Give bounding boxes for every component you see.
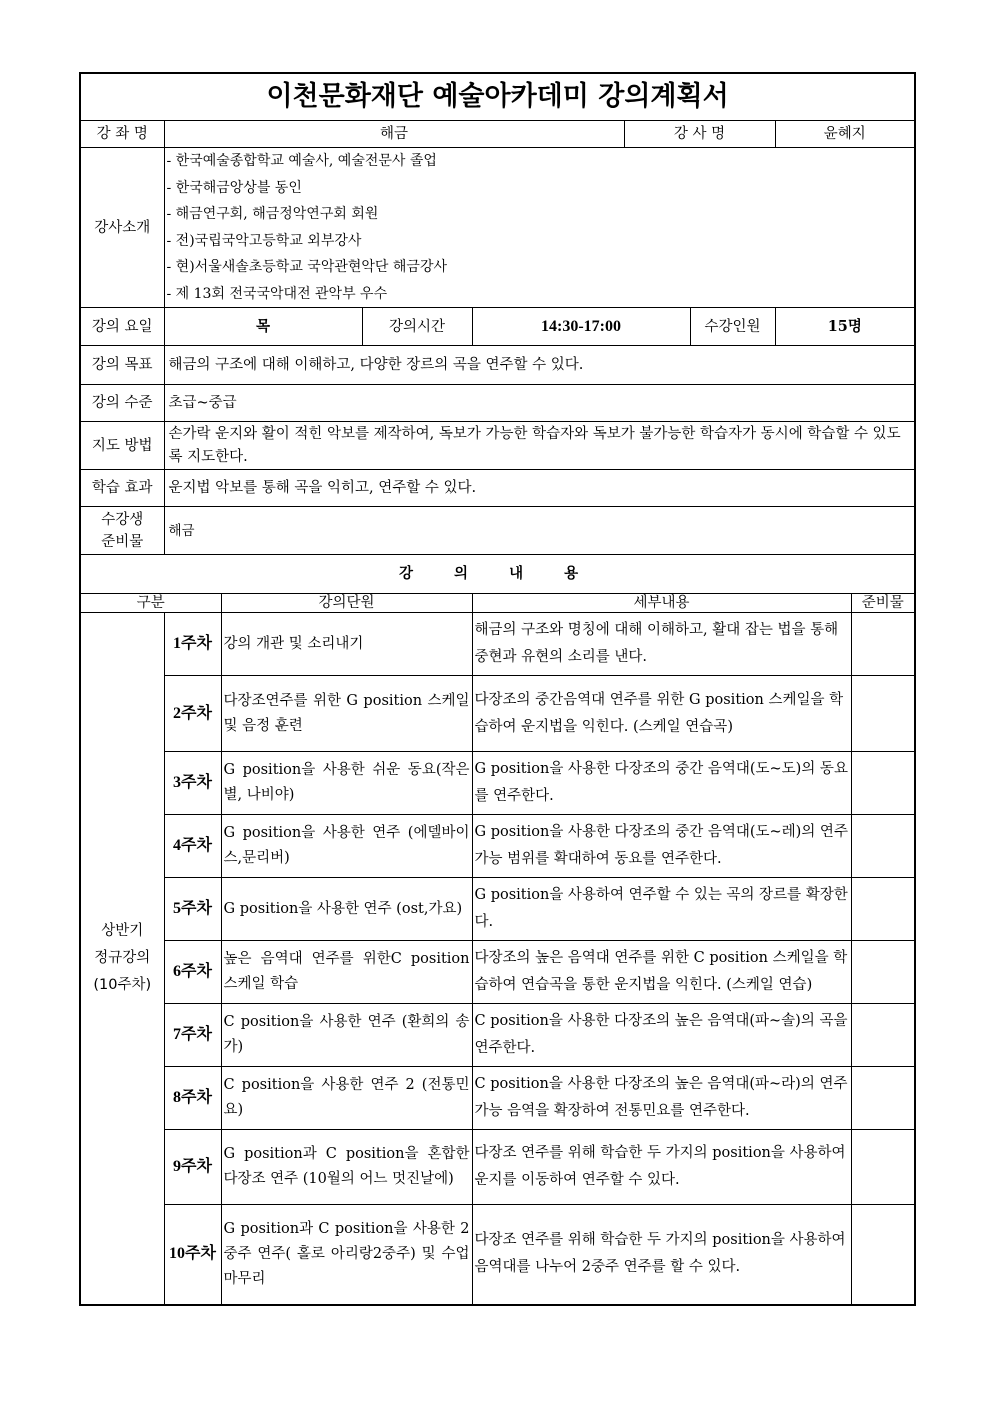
week-detail: G position을 사용한 다장조의 중간 음역대(도~도)의 동요를 연주한다. [472, 752, 851, 815]
instructor-label: 강 사 명 [624, 121, 775, 148]
bio-item: - 제 13회 전국국악대전 관악부 우수 [166, 285, 388, 302]
bio-label: 강사소개 [80, 148, 164, 308]
prep-label-line: 수강생 [101, 511, 144, 528]
week-unit: G position과 C position을 혼합한 다장조 연주 (10월의 어느 멋진날에) [221, 1130, 472, 1205]
effect-label: 학습 효과 [80, 470, 164, 507]
effect-value: 운지법 악보를 통해 곡을 익히고, 연주할 수 있다. [164, 470, 915, 507]
header-detail: 세부내용 [472, 594, 851, 613]
week-unit: 강의 개관 및 소리내기 [221, 613, 472, 676]
week-label: 2주차 [164, 676, 221, 752]
week-materials [851, 1004, 915, 1067]
week-detail: G position을 사용하여 연주할 수 있는 곡의 장르를 확장한다. [472, 878, 851, 941]
week-materials [851, 815, 915, 878]
week-unit: 높은 음역대 연주를 위한C position 스케일 학습 [221, 941, 472, 1004]
bio-item: - 한국예술종합학교 예술사, 예술전문사 졸업 [166, 153, 437, 169]
week-detail: 해금의 구조와 명칭에 대해 이해하고, 활대 잡는 법을 통해 중현과 유현의 소리를 낸다. [472, 613, 851, 676]
week-row [80, 613, 915, 676]
bio-item: - 한국해금앙상블 동인 [166, 179, 302, 196]
day-label: 강의 요일 [80, 308, 164, 346]
week-detail: C position을 사용한 다장조의 높은 음역대(파~라)의 연주가능 음역을 확장하여 전통민요를 연주한다. [472, 1067, 851, 1130]
weeks-body [80, 613, 915, 1305]
week-materials [851, 752, 915, 815]
goal-label: 강의 목표 [80, 346, 164, 385]
bio-list [164, 148, 915, 308]
week-detail: 다장조 연주를 위해 학습한 두 가지의 position을 사용하여 운지를 이동하여 연주할 수 있다. [472, 1130, 851, 1205]
course-label: 강 좌 명 [80, 121, 164, 148]
week-detail: 다장조의 중간음역대 연주를 위한 G position 스케일을 학습하여 운지법을 익힌다. (스케일 연습곡) [472, 676, 851, 752]
prep-value: 해금 [164, 507, 915, 555]
week-row [80, 676, 915, 752]
level-value: 초급~중급 [164, 385, 915, 422]
week-row [80, 815, 915, 878]
week-detail: 다장조의 높은 음역대 연주를 위한 C position 스케일을 학습하여 연습곡을 통한 운지법을 익힌다. (스케일 연습) [472, 941, 851, 1004]
prep-label [80, 507, 164, 555]
week-unit: G position을 사용한 연주 (ost,가요) [221, 878, 472, 941]
week-row [80, 1205, 915, 1305]
day-value: 목 [164, 308, 362, 346]
week-detail: C position을 사용한 다장조의 높은 음역대(파~솔)의 곡을 연주한다. [472, 1004, 851, 1067]
week-label: 3주차 [164, 752, 221, 815]
week-row [80, 1130, 915, 1205]
method-value: 손가락 운지와 활이 적힌 악보를 제작하여, 독보가 가능한 학습자와 독보가 불가능한 학습자가 동시에 학습할 수 있도록 지도한다. [164, 422, 915, 470]
header-unit: 강의단원 [221, 594, 472, 613]
group-label [80, 613, 164, 1305]
lecture-plan-document [79, 72, 914, 1306]
time-label: 강의시간 [362, 308, 472, 346]
goal-value: 해금의 구조에 대해 이해하고, 다양한 장르의 곡을 연주할 수 있다. [164, 346, 915, 385]
week-row [80, 1004, 915, 1067]
content-section-title: 강 의 내 용 [80, 555, 915, 594]
week-materials [851, 1067, 915, 1130]
lecture-plan-table [79, 72, 916, 1306]
week-unit: C position을 사용한 연주 (환희의 송가) [221, 1004, 472, 1067]
course-value: 해금 [164, 121, 624, 148]
group-label-line: 정규강의 [94, 949, 151, 966]
week-detail: G position을 사용한 다장조의 중간 음역대(도~레)의 연주가능 범위를 확대하여 동요를 연주한다. [472, 815, 851, 878]
week-unit: 다장조연주를 위한 G position 스케일 및 음정 훈련 [221, 676, 472, 752]
header-materials: 준비물 [851, 594, 915, 613]
week-unit: C position을 사용한 연주 2 (전통민요) [221, 1067, 472, 1130]
capacity-value: 15명 [775, 308, 915, 346]
prep-label-line: 준비물 [101, 533, 144, 550]
week-label: 1주차 [164, 613, 221, 676]
week-row [80, 878, 915, 941]
group-label-line: 상반기 [101, 922, 144, 939]
week-label: 9주차 [164, 1130, 221, 1205]
bio-item: - 해금연구회, 해금정악연구회 회원 [166, 206, 379, 222]
method-label: 지도 방법 [80, 422, 164, 470]
header-category: 구분 [80, 594, 221, 613]
group-label-line: (10주차) [93, 976, 152, 993]
week-unit: G position을 사용한 쉬운 동요(작은별, 나비야) [221, 752, 472, 815]
week-unit: G position과 C position을 사용한 2중주 연주( 홀로 아리랑2중주) 및 수업 마무리 [221, 1205, 472, 1305]
bio-item: - 현)서울새솔초등학교 국악관현악단 해금강사 [166, 259, 447, 275]
level-label: 강의 수준 [80, 385, 164, 422]
week-row [80, 752, 915, 815]
week-row [80, 941, 915, 1004]
capacity-label: 수강인원 [690, 308, 775, 346]
time-value: 14:30-17:00 [472, 308, 690, 346]
week-label: 7주차 [164, 1004, 221, 1067]
week-label: 6주차 [164, 941, 221, 1004]
week-row [80, 1067, 915, 1130]
week-detail: 다장조 연주를 위해 학습한 두 가지의 position을 사용하여 음역대를 나누어 2중주 연주를 할 수 있다. [472, 1205, 851, 1305]
week-unit: G position을 사용한 연주 (에델바이스,문리버) [221, 815, 472, 878]
week-label: 10주차 [164, 1205, 221, 1305]
week-label: 5주차 [164, 878, 221, 941]
week-label: 4주차 [164, 815, 221, 878]
week-materials [851, 676, 915, 752]
week-materials [851, 878, 915, 941]
week-label: 8주차 [164, 1067, 221, 1130]
document-title: 이천문화재단 예술아카데미 강의계획서 [80, 73, 915, 121]
week-materials [851, 941, 915, 1004]
week-materials [851, 613, 915, 676]
instructor-value: 윤혜지 [775, 121, 915, 148]
week-materials [851, 1130, 915, 1205]
week-materials [851, 1205, 915, 1305]
bio-item: - 전)국립국악고등학교 외부강사 [166, 232, 362, 249]
